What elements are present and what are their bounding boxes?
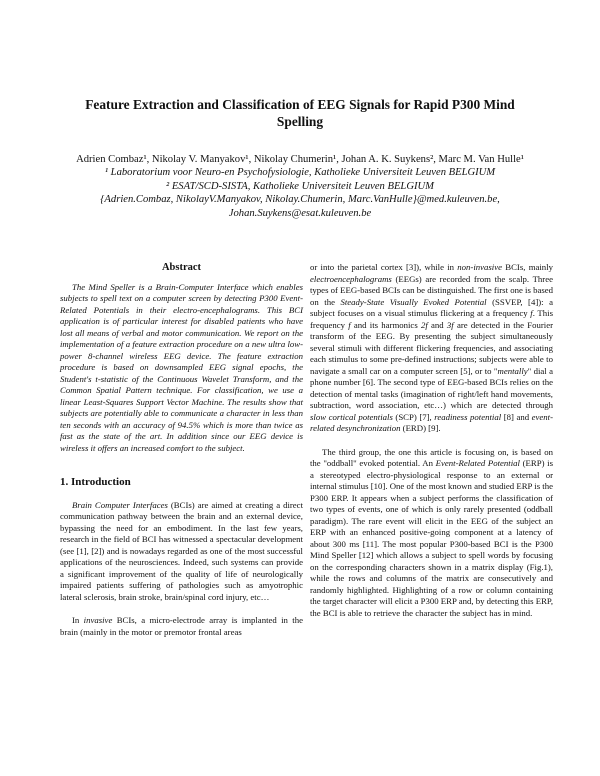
left-column xyxy=(60,262,303,650)
author-names: Adrien Combaz¹, Nikolay V. Manyakov¹, Nikolay Chumerin¹, Johan A. K. Suykens², Marc M. Van Hulle¹ xyxy=(76,154,524,165)
author-block xyxy=(50,153,550,220)
rp2-c: (ERP) is a stereotyped electro-physiological response to an external or internal stimulus [10]. One of the most known and studied ERP is the P300 ERP. It appears when a subject performs the classification of two types of events, one of which is only rarely presented (oddball paradigm). The rare event will elicit in the EEG of the subject an ERP with an enhanced positive-going component at a latency of about 300 ms [11]. The most popular P300-based BCI is the P300 Mind Speller [12] which allows a subject to spell words by focusing on the corresponding characters shown in a matrix display (Fig.1), while the rows and columns of the matrix are consecutively and randomly highlighted. Highlighting of a row or column containing the target character will elicit a P300 ERP and, by detecting this ERP, the BCI is able to retrieve the character the subject has in mind. xyxy=(310,458,554,618)
rp1-d: electroencephalograms xyxy=(310,273,392,284)
author-emails-2: Johan.Suykens@esat.kuleuven.be xyxy=(228,207,372,219)
rp1-e: (EEGs) are recorded from the scalp. Three types of EEG-based BCIs can be distinguished. The first one is based on the xyxy=(310,273,553,307)
rp1-h: f xyxy=(530,308,533,318)
intro-paragraph-continued xyxy=(310,262,553,435)
rp1-n: 3f xyxy=(446,319,454,330)
rp2-b: Event-Related Potential xyxy=(435,458,520,468)
intro-p1-b: (BCIs) are aimed at creating a direct communication pathway between the brain and an external device, bypassing the need for an embodiment. In the last few years, research in the field of BCI has witnessed a spectacular development (see [1], [2]) and is nowadays regarded as one of the most successful applications of the neurosciences. Indeed, such systems can provide a significant improvement of the quality of life of neurologically impaired patients suffering of pathologies such as amyotrophic lateral sclerosis, brain stroke, brain/spinal cord injury, etc… xyxy=(60,499,303,602)
rp1-a: or into the parietal cortex [3]), while in xyxy=(310,262,458,272)
intro-paragraph-3 xyxy=(310,447,553,620)
rp1-u: [8] and xyxy=(501,411,532,422)
intro-p2-b: invasive xyxy=(83,615,113,625)
abstract-heading: Abstract xyxy=(161,262,202,273)
rp2-a: The third group, the one this article is focusing on, is based on the "oddball" evoked potential. An xyxy=(310,446,553,468)
intro-p1-a: Brain Computer Interfaces xyxy=(72,499,168,510)
rp1-c: BCIs, mainly xyxy=(502,262,553,272)
rp1-q: " dial a phone number [6]. The second type of EEG-based BCIs relies on the detection of mental tasks (imagination of right/left hand movements, subtraction, word association, etc…) which are detected through xyxy=(310,365,553,410)
author-emails-1: {Adrien.Combaz, NikolayV.Manyakov, Nikolay.Chumerin, Marc.VanHulle}@med.kuleuven.be, xyxy=(100,194,500,206)
intro-p2-c: BCIs, a micro-electrode array is implanted in the brain (mainly in the motor or premotor frontal areas xyxy=(60,615,303,637)
rp1-j: f xyxy=(348,319,351,330)
rp1-f: Steady-State Visually Evoked Potential xyxy=(340,296,487,307)
rp1-g: (SSVEP, [4]): a subject focuses on a visual stimulus flickering at a frequency xyxy=(310,296,553,318)
rp1-k: and its harmonics xyxy=(350,319,421,330)
rp1-i: . This frequency xyxy=(310,308,553,330)
affiliation-1: ¹ Laboratorium voor Neuro-en Psychofysiologie, Katholieke Universiteit Leuven BELGIUM xyxy=(104,167,496,179)
abstract-text: The Mind Speller is a Brain-Computer Interface which enables subjects to spell text on a computer screen by detecting P300 Event-Related Potentials in their electro-encephalograms. This BCI application is of particular interest for disabled patients who have lost all means of verbal and motor communication. We report on the implementation of a feature extraction procedure on a new ultra low-power 8-channel wireless EEG device. The feature extraction procedure is based on downsampled EEG signal epochs, the Student's t-statistic of the Continuous Wavelet Transform, and the Common Spatial Pattern technique. For classification, we use a linear Least-Squares Support Vector Machine. The results show that subjects are potentially able to communicate a character in less than ten seconds with an accuracy of 94.5% which is more than twice as fast as the state of the art. In addition since our EEG device is wireless it offers an increased comfort to the subject. xyxy=(60,281,303,453)
section-heading-introduction: 1. Introduction xyxy=(60,476,131,488)
affiliation-2: ² ESAT/SCD-SISTA, Katholieke Universiteit Leuven BELGIUM xyxy=(166,180,434,192)
right-column xyxy=(310,262,553,631)
rp1-s: (SCP) [7], xyxy=(392,411,435,422)
rp1-r: slow cortical potentials xyxy=(310,411,393,422)
intro-paragraph-2 xyxy=(60,615,303,638)
intro-paragraph-1 xyxy=(60,500,303,604)
rp1-w: (ERD) [9]. xyxy=(400,423,441,433)
rp1-t: readiness potential xyxy=(434,411,502,422)
paper-title: Feature Extraction and Classification of EEG Signals for Rapid P300 Mind Spelling xyxy=(85,97,515,129)
rp1-l: 2f xyxy=(420,319,428,330)
rp1-v: event-related desynchronization xyxy=(310,411,553,433)
rp1-o: are detected in the Fourier transform of the EEG. By presenting the subject simultaneously several stimuli with different flickering frequencies, and associating each stimulus to some pre-defined instructions; subjects were able to navigate a small car on a computer screen [5], or to " xyxy=(310,319,553,376)
rp1-p: mentally xyxy=(497,365,528,376)
rp1-b: non-invasive xyxy=(457,262,502,272)
intro-p2-a: In xyxy=(72,615,84,625)
rp1-m: and xyxy=(427,319,447,330)
